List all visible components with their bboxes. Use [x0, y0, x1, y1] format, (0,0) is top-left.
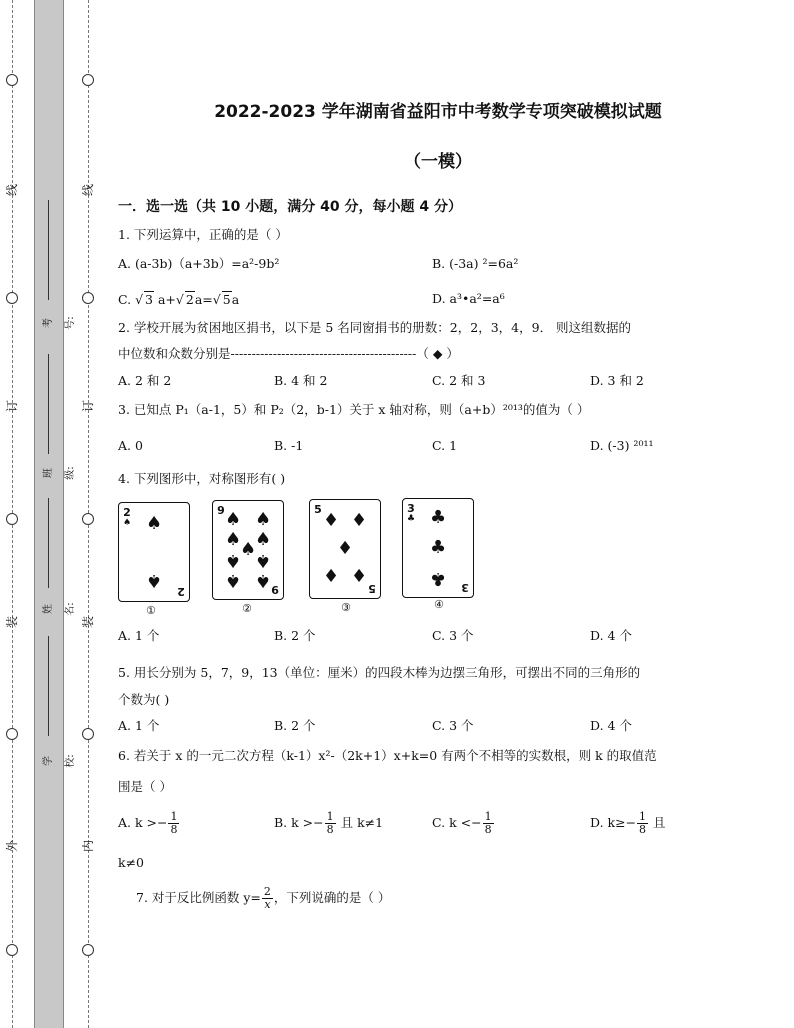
fraction	[262, 886, 273, 911]
q1-c-mid: a+	[154, 292, 176, 307]
diamond-icon: ♦	[323, 566, 340, 587]
margin-char-inner: 内	[81, 839, 96, 853]
q4-option-b: B. 2 个	[274, 628, 316, 643]
q6-c-prefix: C. k <−	[432, 815, 482, 830]
name-label: 姓名:	[43, 602, 76, 616]
margin-char-outer-order: 订	[5, 399, 20, 413]
binding-hole-inner-3	[82, 513, 94, 525]
binding-hole-inner-5	[82, 944, 94, 956]
q6-option-d	[590, 810, 666, 836]
fraction-denominator: x	[264, 898, 271, 911]
q3-stem: 3. 已知点 P₁（a-1，5）和 P₂（2，b-1）关于 x 轴对称，则（a+b）²⁰¹³的值为（ ）	[118, 402, 590, 417]
q6-option-d-continued: k≠0	[118, 855, 145, 870]
q2-option-c: C. 2 和 3	[432, 373, 486, 388]
diamond-icon: ♦	[337, 538, 354, 559]
diamond-icon: ♦	[351, 510, 368, 531]
diamond-icon: ♦	[323, 510, 340, 531]
card-1-label: ①	[146, 604, 156, 617]
q5-option-c: C. 3 个	[432, 718, 474, 733]
spade-icon: ♠	[146, 570, 163, 591]
q1-c-radicand-2: 2	[185, 292, 194, 307]
spade-icon: ♠	[123, 518, 132, 528]
q6-option-a	[118, 810, 180, 836]
fraction	[637, 811, 648, 836]
q1-option-d: D. a³•a²=a⁶	[432, 291, 505, 306]
margin-char-inner-line: 线	[81, 183, 96, 197]
binding-hole-inner-4	[82, 728, 94, 740]
q1-option-c	[118, 291, 239, 308]
diamond-icon: ♦	[351, 566, 368, 587]
fraction-numerator: 1	[170, 810, 178, 823]
card-3-label: ③	[341, 601, 351, 614]
margin-char-outer-line: 线	[5, 183, 20, 197]
q6-line1: 6. 若关于 x 的一元二次方程（k-1）x²-（2k+1）x+k=0 有两个不相等的实数根，则 k 的取值范	[118, 748, 657, 763]
binding-hole-outer-2	[6, 292, 18, 304]
club-icon: ♣	[430, 507, 447, 528]
q5-option-b: B. 2 个	[274, 718, 316, 733]
q4-option-d: D. 4 个	[590, 628, 632, 643]
margin-char-inner-bind: 装	[81, 615, 96, 629]
q3-option-c: C. 1	[432, 438, 458, 453]
q7-suffix: ，下列说确的是（ ）	[273, 890, 391, 905]
q6-d-prefix: D. k≥−	[590, 815, 637, 830]
spade-icon: ♠	[146, 513, 163, 534]
q4-option-a: A. 1 个	[118, 628, 160, 643]
spade-icon: ♠	[255, 529, 272, 550]
card-2-rank: 9	[217, 504, 225, 517]
fraction-denominator: 8	[170, 823, 178, 836]
q1-option-a: A. (a-3b)（a+3b）=a²-9b²	[118, 256, 280, 271]
binding-hole-outer-1	[6, 74, 18, 86]
card-1-rank: 2	[123, 506, 131, 519]
q2-line1: 2. 学校开展为贫困地区捐书，以下是 5 名同窗捐书的册数：2，2，3，4，9． 则这组数据的	[118, 320, 632, 335]
q5-line1: 5. 用长分别为 5，7，9，13（单位：厘米）的四段木棒为边摆三角形，可摆出不同的三角形的	[118, 665, 641, 680]
exam-number-label: 考号:	[43, 316, 76, 330]
spade-icon: ♠	[225, 550, 242, 571]
fraction	[168, 811, 179, 836]
binding-hole-outer-3	[6, 513, 18, 525]
spade-icon: ♠	[225, 570, 242, 591]
fraction-denominator: 8	[639, 823, 647, 836]
card-4-rank: 3	[407, 502, 415, 515]
q6-option-b	[274, 810, 383, 836]
sqrt-symbol: √	[175, 292, 184, 307]
exam-number-line	[48, 200, 49, 300]
exam-title: 2022-2023 学年湖南省益阳市中考数学专项突破模拟试题	[214, 102, 662, 122]
q6-d-suffix: 且	[649, 815, 666, 830]
class-label: 班级:	[43, 466, 76, 480]
margin-char-inner-order: 订	[81, 399, 96, 413]
spade-icon: ♠	[225, 529, 242, 550]
q7-prefix: 7. 对于反比例函数 y=	[136, 890, 261, 905]
fraction-numerator: 1	[484, 810, 492, 823]
spade-icon: ♠	[255, 509, 272, 530]
q4-option-c: C. 3 个	[432, 628, 474, 643]
q1-c-prefix: C.	[118, 292, 136, 307]
binding-strip	[34, 0, 76, 1028]
playing-card-2	[212, 500, 284, 600]
spade-icon: ♠	[255, 570, 272, 591]
spade-icon: ♠	[240, 539, 257, 560]
club-icon: ♣	[407, 514, 416, 524]
sqrt-symbol: √	[135, 292, 144, 307]
school-line	[48, 636, 49, 736]
section-heading: 一．选一选（共 10 小题，满分 40 分，每小题 4 分）	[118, 199, 462, 215]
binding-hole-outer-4	[6, 728, 18, 740]
fraction	[483, 811, 494, 836]
fraction-denominator: 8	[326, 823, 334, 836]
fraction-numerator: 1	[639, 810, 647, 823]
playing-card-4	[402, 498, 474, 598]
q1-c-radicand-3: 5	[222, 292, 231, 307]
q1-c-radicand-1: 3	[145, 292, 153, 307]
q2-option-b: B. 4 和 2	[274, 373, 328, 388]
club-icon: ♣	[430, 537, 447, 558]
club-icon: ♣	[430, 568, 447, 589]
card-4-label: ④	[434, 598, 444, 611]
playing-card-3	[309, 499, 381, 599]
card-3-rank-flipped: 5	[368, 582, 376, 595]
q2-option-d: D. 3 和 2	[590, 373, 644, 388]
school-label: 学校:	[43, 754, 76, 768]
q5-option-a: A. 1 个	[118, 718, 160, 733]
binding-hole-inner-1	[82, 74, 94, 86]
card-2-label: ②	[242, 602, 252, 615]
spade-icon: ♠	[225, 509, 242, 530]
q2-line2: 中位数和众数分别是--------------------------------------------（ ◆ ）	[118, 346, 459, 361]
q3-option-d: D. (-3) ²⁰¹¹	[590, 438, 654, 453]
q4-stem: 4. 下列图形中，对称图形有( )	[118, 471, 286, 486]
q6-option-c	[432, 810, 495, 836]
binding-hole-inner-2	[82, 292, 94, 304]
card-2-rank-flipped: 9	[271, 583, 279, 596]
card-1-rank-flipped: 2	[177, 585, 185, 598]
card-4-rank-flipped: 3	[461, 581, 469, 594]
name-line	[48, 498, 49, 588]
exam-subtitle: （一模）	[404, 152, 472, 172]
q6-a-prefix: A. k >−	[118, 815, 168, 830]
binding-hole-outer-5	[6, 944, 18, 956]
q5-line2: 个数为( )	[118, 692, 170, 707]
sqrt-symbol: √	[212, 292, 221, 307]
q2-option-a: A. 2 和 2	[118, 373, 172, 388]
fraction	[325, 811, 336, 836]
fraction-numerator: 2	[263, 885, 271, 898]
q1-c-mid2: a=	[194, 292, 213, 307]
card-3-rank: 5	[314, 503, 322, 516]
class-line	[48, 354, 49, 454]
margin-char-outer: 外	[5, 839, 20, 853]
q7-stem	[136, 885, 390, 911]
q6-b-suffix: 且 k≠1	[336, 815, 384, 830]
q1-option-b: B. (-3a) ²=6a²	[432, 256, 519, 271]
q6-b-prefix: B. k >−	[274, 815, 324, 830]
q6-line2: 围是（ ）	[118, 779, 172, 794]
q1-c-post: a	[231, 292, 240, 307]
fraction-numerator: 1	[326, 810, 334, 823]
q3-option-b: B. -1	[274, 438, 304, 453]
q5-option-d: D. 4 个	[590, 718, 632, 733]
playing-card-1	[118, 502, 190, 602]
fraction-denominator: 8	[484, 823, 492, 836]
margin-char-outer-bind: 装	[5, 615, 20, 629]
q3-option-a: A. 0	[118, 438, 143, 453]
spade-icon: ♠	[255, 550, 272, 571]
q1-stem: 1. 下列运算中，正确的是（ ）	[118, 227, 288, 242]
